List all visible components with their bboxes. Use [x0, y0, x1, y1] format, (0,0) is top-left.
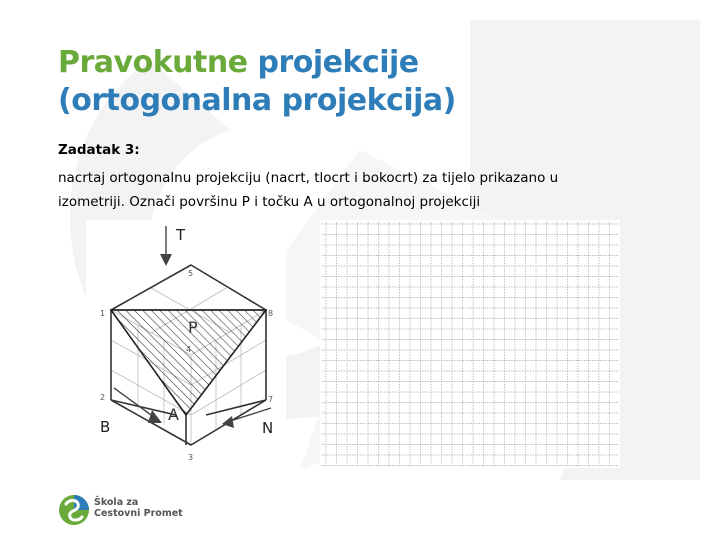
slide-title: [58, 44, 658, 120]
title-word-1: Pravokutne: [58, 45, 248, 80]
arrow-label-right: N: [262, 419, 274, 437]
drawing-grid: [320, 220, 620, 468]
task-text: nacrtaj ortogonalnu projekciju (nacrt, tlocrt i bokocrt) za tijelo prikazano u izometriji. Označi površinu P i točku A u ortogonalnoj projekciji: [58, 170, 559, 210]
vertex-7: 7: [268, 395, 274, 404]
title-line-2: (ortogonalna projekcija): [58, 83, 456, 118]
arrow-label-top: T: [176, 226, 186, 244]
vertex-8: 8: [268, 309, 274, 318]
face-label-p: P: [188, 318, 198, 337]
vertex-1: 1: [100, 309, 106, 318]
vertex-4: 4: [186, 345, 192, 354]
arrow-label-left: B: [100, 418, 111, 436]
vertex-2: 2: [100, 393, 106, 402]
logo-line-1: Škola za: [94, 497, 139, 508]
isometric-figure: [86, 220, 286, 464]
logo-line-2: Cestovni Promet: [94, 508, 183, 519]
title-word-2: projekcije: [257, 45, 419, 80]
task-label: Zadatak 3:: [58, 142, 140, 158]
point-label-a: A: [168, 405, 179, 424]
vertex-5: 5: [188, 269, 194, 278]
logo-text: [94, 497, 183, 519]
vertex-3: 3: [188, 453, 194, 462]
